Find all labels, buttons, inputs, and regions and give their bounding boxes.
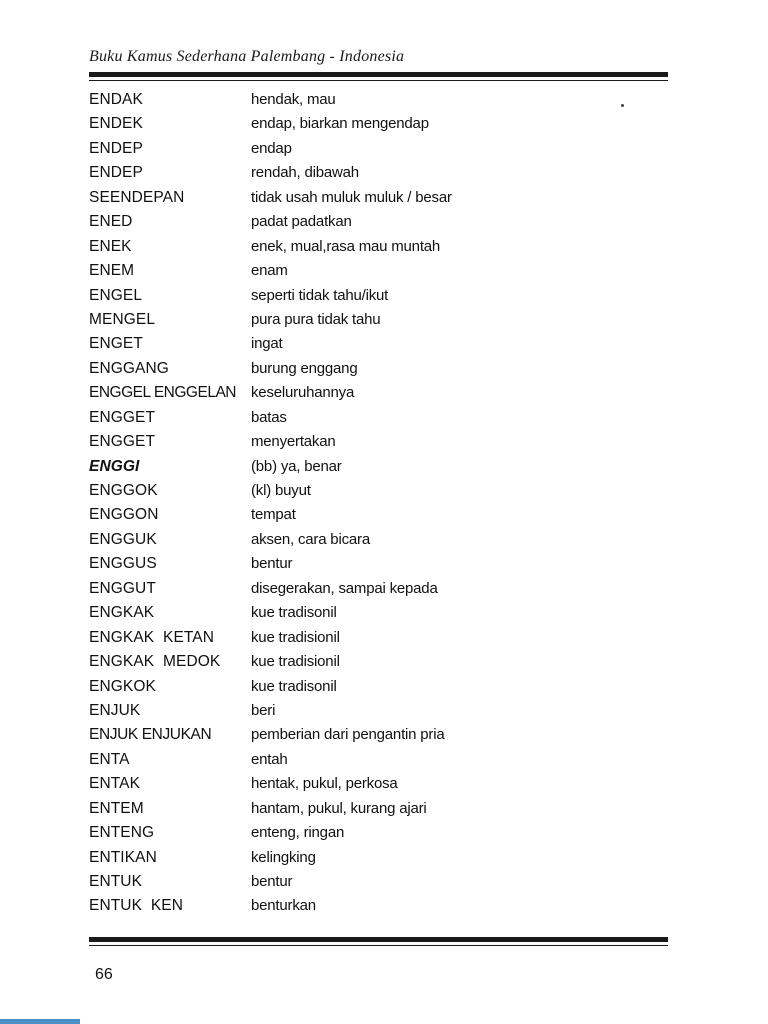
entry-definition: benturkan [251, 897, 316, 915]
entry-term: ENDAK [89, 91, 143, 108]
entry-definition: aksen, cara bicara [251, 530, 370, 548]
dictionary-entry [89, 699, 669, 723]
entry-definition: ingat [251, 335, 283, 353]
entry-term: ENTAK [89, 775, 141, 793]
dictionary-entry [89, 455, 669, 479]
footer-rule-thin [89, 945, 668, 946]
entry-term: ENTEM [89, 799, 144, 817]
entry-definition: keseluruhannya [251, 384, 355, 402]
entry-definition: seperti tidak tahu/ikut [251, 286, 389, 304]
dictionary-entry [89, 161, 669, 185]
dictionary-entry [89, 626, 669, 650]
entry-term: ENGGOK [89, 482, 158, 499]
scan-edge-bar [0, 1019, 80, 1024]
dictionary-entry [89, 894, 669, 918]
entry-term: ENED [89, 213, 133, 231]
entry-definition: tempat [251, 506, 296, 524]
entry-definition: hentak, pukul, perkosa [251, 775, 398, 793]
entry-definition: tidak usah muluk muluk / besar [251, 188, 452, 206]
dictionary-entry [89, 821, 669, 845]
entry-term: ENDEP [89, 164, 143, 182]
header-rule-thick [89, 72, 668, 77]
entry-term: ENTUK [89, 873, 143, 890]
entry-definition: hantam, pukul, kurang ajari [251, 799, 427, 817]
entry-definition: entah [251, 750, 288, 768]
dictionary-entry [89, 650, 669, 674]
dictionary-entry [89, 430, 669, 454]
dictionary-entry [89, 748, 669, 772]
dictionary-entry [89, 503, 669, 527]
dictionary-entry [89, 88, 669, 112]
dictionary-entry [89, 846, 669, 870]
entry-term: ENGEL [89, 286, 143, 304]
entry-definition: beri [251, 701, 276, 719]
entry-term: ENJUK [89, 701, 141, 719]
entry-definition: kue tradisionil [251, 628, 340, 646]
dictionary-entry [89, 797, 669, 821]
entry-definition: burung enggang [251, 359, 358, 377]
dictionary-entry [89, 772, 669, 796]
dictionary-entry [89, 186, 669, 210]
dictionary-entry [89, 284, 669, 308]
entry-definition: enteng, ringan [251, 824, 345, 842]
entry-definition: (kl) buyut [251, 482, 311, 499]
entry-definition: disegerakan, sampai kepada [251, 579, 438, 597]
entry-term: ENGKAK MEDOK [89, 653, 221, 671]
dictionary-entry [89, 479, 669, 503]
entry-definition: endap [251, 139, 292, 157]
entry-definition: menyertakan [251, 433, 336, 451]
dictionary-entry [89, 406, 669, 430]
dictionary-entry [89, 332, 669, 356]
entry-definition: enek, mual,rasa mau muntah [251, 237, 441, 255]
entry-term: ENGET [89, 335, 143, 353]
entry-definition: rendah, dibawah [251, 164, 359, 182]
entry-term: ENTA [89, 750, 130, 768]
dictionary-entry [89, 528, 669, 552]
entry-term: ENGGUT [89, 579, 156, 597]
dictionary-entry [89, 112, 669, 136]
dictionary-entry [89, 357, 669, 381]
entry-definition: (bb) ya, benar [251, 457, 342, 475]
entry-definition: kelingking [251, 848, 316, 866]
dictionary-entry [89, 870, 669, 894]
entry-definition: kue tradisonil [251, 604, 337, 622]
entry-term: ENJUK ENJUKAN [89, 726, 212, 744]
entry-term: ENDEK [89, 115, 143, 133]
entry-term: ENGKAK [89, 604, 155, 622]
dictionary-entry-list [89, 88, 669, 919]
dictionary-entry [89, 235, 669, 259]
entry-definition: padat padatkan [251, 213, 352, 231]
entry-definition: enam [251, 262, 288, 280]
dictionary-entry [89, 552, 669, 576]
entry-term: ENGGUK [89, 530, 157, 548]
footer-rule-thick [89, 937, 668, 942]
entry-term: ENTENG [89, 824, 155, 842]
dictionary-entry [89, 601, 669, 625]
entry-term: ENDEP [89, 139, 143, 157]
entry-term: ENGGET [89, 408, 156, 426]
entry-definition: pemberian dari pengantin pria [251, 726, 445, 744]
dictionary-entry [89, 723, 669, 747]
header-rule-thin [89, 80, 668, 81]
entry-definition: endap, biarkan mengendap [251, 115, 429, 133]
dictionary-entry [89, 577, 669, 601]
entry-term: ENTIKAN [89, 848, 157, 866]
entry-term: ENGGON [89, 506, 159, 524]
dictionary-entry [89, 210, 669, 234]
entry-term: ENGGEL ENGGELAN [89, 384, 236, 402]
entry-term: SEENDEPAN [89, 188, 185, 206]
entry-term: ENGGANG [89, 359, 169, 377]
entry-definition: bentur [251, 873, 293, 890]
entry-definition: kue tradisonil [251, 677, 337, 695]
entry-term: ENGGUS [89, 555, 157, 573]
dictionary-entry [89, 137, 669, 161]
entry-term: ENGGET [89, 433, 156, 451]
dictionary-entry [89, 675, 669, 699]
entry-term: ENGKOK [89, 677, 156, 695]
entry-definition: bentur [251, 555, 293, 573]
dictionary-entry [89, 308, 669, 332]
dictionary-entry [89, 259, 669, 283]
entry-term: ENTUK KEN [89, 897, 184, 915]
entry-term: ENEK [89, 237, 132, 255]
dictionary-entry [89, 381, 669, 405]
page-header-title: Buku Kamus Sederhana Palembang - Indonesia [89, 48, 405, 65]
scan-speck [621, 104, 624, 107]
entry-term: MENGEL [89, 310, 156, 328]
entry-term: ENGKAK KETAN [89, 628, 215, 646]
page-number: 66 [95, 966, 113, 983]
entry-definition: pura pura tidak tahu [251, 310, 381, 328]
entry-definition: batas [251, 408, 287, 426]
entry-term: ENGGI [89, 457, 140, 475]
entry-definition: kue tradisionil [251, 653, 340, 671]
entry-term: ENEM [89, 262, 135, 280]
entry-definition: hendak, mau [251, 91, 336, 108]
